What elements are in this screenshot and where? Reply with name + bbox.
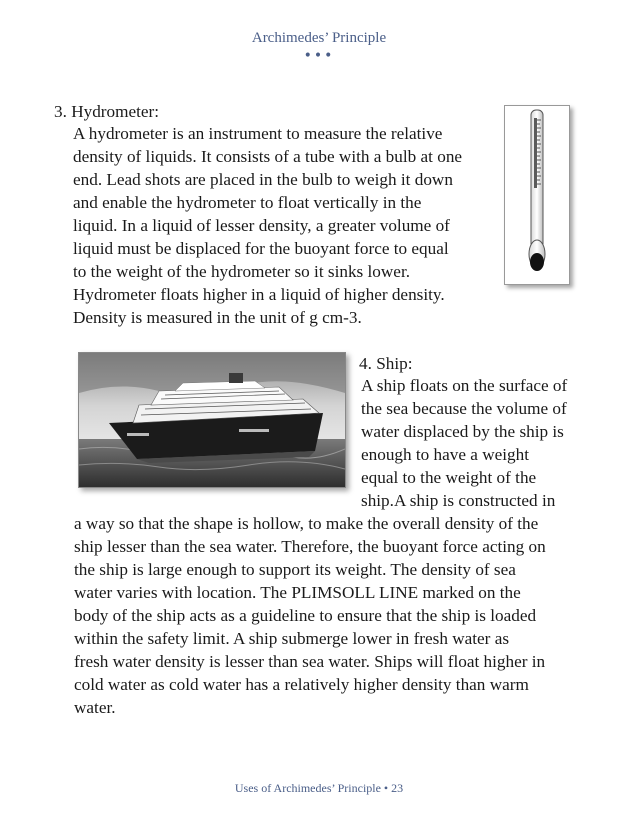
paragraph-line: the sea because the volume of [361, 399, 567, 418]
hydrometer-image [504, 105, 570, 285]
paragraph-line: the ship is large enough to support its weight. The density of sea [74, 560, 516, 579]
section-heading-hydrometer: 3. Hydrometer: [54, 102, 160, 121]
paragraph-line: ship lesser than the sea water. Therefore, the buoyant force acting on [74, 537, 546, 556]
paragraph-line: Density is measured in the unit of g cm-3. [73, 308, 362, 327]
paragraph-line: cold water as cold water has a relatively higher density than warm [74, 675, 529, 694]
cruise-ship-image [78, 352, 346, 488]
paragraph-line: end. Lead shots are placed in the bulb to weigh it down [73, 170, 453, 189]
paragraph-line: equal to the weight of the [361, 468, 537, 487]
paragraph-line: to the weight of the hydrometer so it sinks lower. [73, 262, 411, 281]
hydrometer-illustration [505, 106, 569, 284]
paragraph-line: body of the ship acts as a guideline to ensure that the ship is loaded [74, 606, 537, 625]
paragraph-line: water varies with location. The PLIMSOLL LINE marked on the [74, 583, 521, 602]
paragraph-line: a way so that the shape is hollow, to make the overall density of the [74, 514, 539, 533]
cruise-ship-illustration [79, 353, 345, 487]
paragraph-line: ship.A ship is constructed in [361, 491, 556, 510]
paragraph-line: water displaced by the ship is [361, 422, 564, 441]
running-header: Archimedes’ Principle [251, 30, 387, 46]
section-heading-ship: 4. Ship: [359, 354, 413, 373]
running-footer: Uses of Archimedes’ Principle • 23 [234, 781, 404, 795]
paragraph-line: A ship floats on the surface of [361, 376, 568, 395]
paragraph-line: fresh water density is lesser than sea water. Ships will float higher in [74, 652, 546, 671]
paragraph-line: enough to have a weight [361, 445, 530, 464]
header-ornament: ••• [303, 48, 335, 64]
paragraph-line: liquid. In a liquid of lesser density, a greater volume of [73, 216, 450, 235]
paragraph-line: A hydrometer is an instrument to measure the relative [73, 124, 443, 143]
paragraph-line: and enable the hydrometer to float vertically in the [73, 193, 422, 212]
paragraph-line: density of liquids. It consists of a tube with a bulb at one [73, 147, 463, 166]
paragraph-line: within the safety limit. A ship submerge lower in fresh water as [74, 629, 510, 648]
paragraph-line: Hydrometer floats higher in a liquid of higher density. [73, 285, 445, 304]
paragraph-line: liquid must be displaced for the buoyant force to equal [73, 239, 449, 258]
paragraph-line: water. [74, 698, 116, 717]
